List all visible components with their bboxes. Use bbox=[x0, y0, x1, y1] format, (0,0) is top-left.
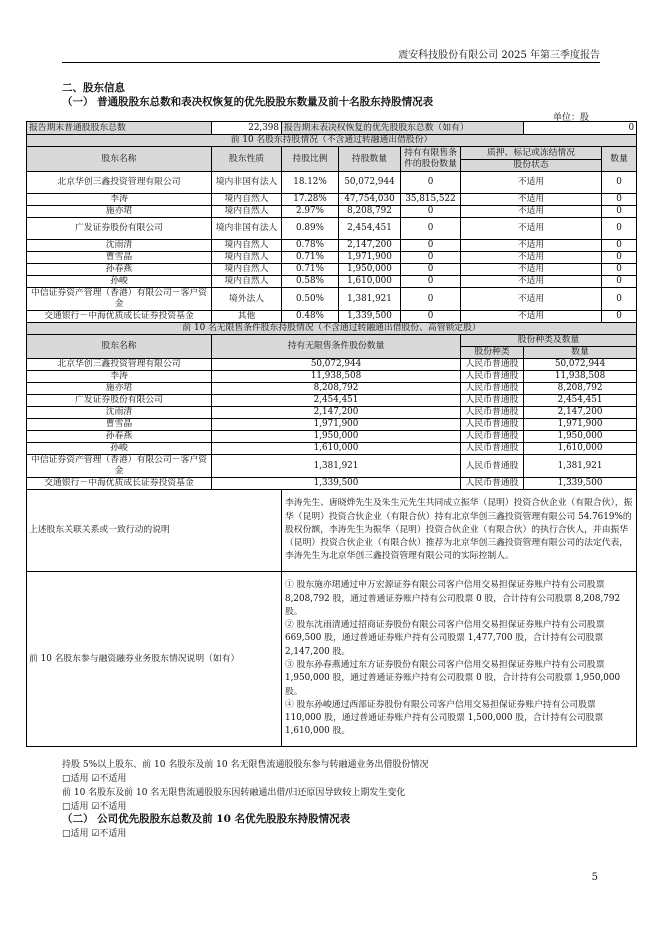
shareholder-nature: 境内自然人 bbox=[212, 206, 282, 218]
table-row bbox=[27, 419, 637, 431]
holding-ratio: 0.48% bbox=[282, 311, 339, 323]
table-row bbox=[27, 443, 637, 455]
shareholder-name: 孙峻 bbox=[27, 443, 212, 455]
shareholder-name: 交通银行－中海优质成长证券投资基金 bbox=[27, 478, 212, 490]
holding-qty: 2,454,451 bbox=[339, 218, 401, 240]
u-col-header-name: 股东名称 bbox=[27, 335, 212, 359]
u-col-header-count: 数量 bbox=[524, 347, 637, 359]
shareholder-name: 李涛 bbox=[27, 371, 212, 383]
share-type: 人民币普通股 bbox=[461, 443, 524, 455]
shareholder-nature: 境内自然人 bbox=[212, 252, 282, 264]
pledge-count: 0 bbox=[602, 276, 637, 288]
holding-ratio: 0.78% bbox=[282, 240, 339, 252]
pledge-count: 0 bbox=[602, 172, 637, 194]
table-row bbox=[27, 395, 637, 407]
shareholder-nature: 其他 bbox=[212, 311, 282, 323]
col-header-qty: 持股数量 bbox=[339, 147, 401, 172]
col-header-name: 股东名称 bbox=[27, 147, 212, 172]
share-count: 1,610,000 bbox=[524, 443, 637, 455]
shareholder-name: 沈雨清 bbox=[27, 240, 212, 252]
table-row bbox=[27, 383, 637, 395]
share-count: 2,454,451 bbox=[524, 395, 637, 407]
pledge-count: 0 bbox=[602, 194, 637, 206]
share-count: 1,381,921 bbox=[524, 455, 637, 478]
pledge-status: 不适用 bbox=[461, 264, 602, 276]
table-row bbox=[27, 252, 637, 264]
col-header-nature: 股东性质 bbox=[212, 147, 282, 172]
shareholder-name: 中信证券资产管理（香港）有限公司－客户资金 bbox=[27, 455, 212, 478]
margin-item: ② 股东沈雨清通过招商证券股份有限公司客户信用交易担保证券账户持有公司股票 669,500 股，通过普通证券账户持有公司股票 1,477,700 股，合计持有公司股票 2,147,200 股。 bbox=[285, 620, 605, 657]
pledge-status: 不适用 bbox=[461, 194, 602, 206]
section-title: 二、股东信息 bbox=[62, 82, 125, 94]
restricted-qty: 0 bbox=[401, 206, 461, 218]
pledge-status: 不适用 bbox=[461, 172, 602, 194]
shareholder-name: 孙峻 bbox=[27, 276, 212, 288]
total-holders-value: 22,398 bbox=[212, 122, 282, 135]
shareholder-nature: 境内自然人 bbox=[212, 194, 282, 206]
share-type: 人民币普通股 bbox=[461, 371, 524, 383]
related-parties-label: 上述股东关联关系或一致行动的说明 bbox=[27, 490, 282, 572]
margin-item: ③ 股东孙春燕通过东方证券股份有限公司客户信用交易担保证券账户持有公司股票 1,950,000 股，通过普通证券账户持有公司股票 0 股，合计持有公司股票 1,950,000 股。 bbox=[285, 660, 621, 697]
col-header-count: 数量 bbox=[602, 147, 637, 172]
pledge-status: 不适用 bbox=[461, 240, 602, 252]
share-count: 50,072,944 bbox=[524, 359, 637, 371]
shareholder-name: 广发证券股份有限公司 bbox=[27, 218, 212, 240]
margin-trading-label: 前 10 名股东参与融资融券业务股东情况说明（如有） bbox=[27, 572, 282, 747]
pledge-count: 0 bbox=[602, 264, 637, 276]
unrestricted-qty: 1,381,921 bbox=[212, 455, 461, 478]
unrestricted-qty: 1,971,900 bbox=[212, 419, 461, 431]
shareholder-name: 北京华创三鑫投资管理有限公司 bbox=[27, 172, 212, 194]
holding-ratio: 0.71% bbox=[282, 264, 339, 276]
col-header-status: 股份状态 bbox=[461, 160, 602, 172]
margin-item: ④ 股东孙峻通过西部证券股份有限公司客户信用交易担保证券账户持有公司股票 110,000 股，通过普通证券账户持有公司股票 1,500,000 股，合计持有公司股票 1,610,000 股。 bbox=[285, 699, 604, 737]
table-row bbox=[27, 264, 637, 276]
shareholder-nature: 境内非国有法人 bbox=[212, 172, 282, 194]
share-type: 人民币普通股 bbox=[461, 383, 524, 395]
summary-row bbox=[27, 122, 637, 135]
share-count: 2,147,200 bbox=[524, 407, 637, 419]
report-header: 震安科技股份有限公司 2025 年第三季度报告 bbox=[398, 50, 600, 61]
share-type: 人民币普通股 bbox=[461, 478, 524, 490]
restricted-qty: 0 bbox=[401, 276, 461, 288]
margin-item: ① 股东施亦珺通过申万宏源证券有限公司客户信用交易担保证券账户持有公司股票 8,208,792 股，通过普通证券账户持有公司股票 0 股，合计持有公司股票 8,208,792 股。 bbox=[285, 580, 621, 617]
footer-choice-3: □适用 ☑不适用 bbox=[62, 829, 127, 839]
subsection-title-1: （一） 普通股股东总数和表决权恢复的优先股股东数量及前十名股东持股情况表 bbox=[62, 96, 434, 108]
unrestricted-qty: 11,938,508 bbox=[212, 371, 461, 383]
holding-ratio: 0.58% bbox=[282, 276, 339, 288]
pledge-count: 0 bbox=[602, 218, 637, 240]
table-row bbox=[27, 240, 637, 252]
share-type: 人民币普通股 bbox=[461, 431, 524, 443]
total-holders-label: 报告期末普通股股东总数 bbox=[27, 122, 212, 135]
shareholder-nature: 境内自然人 bbox=[212, 276, 282, 288]
holding-ratio: 17.28% bbox=[282, 194, 339, 206]
table-row bbox=[27, 206, 637, 218]
table-row bbox=[27, 276, 637, 288]
shareholder-name: 施亦珺 bbox=[27, 206, 212, 218]
share-count: 11,938,508 bbox=[524, 371, 637, 383]
holding-qty: 1,971,900 bbox=[339, 252, 401, 264]
pledge-count: 0 bbox=[602, 311, 637, 323]
holding-qty: 1,950,000 bbox=[339, 264, 401, 276]
page-number: 5 bbox=[591, 872, 598, 883]
holding-ratio: 18.12% bbox=[282, 172, 339, 194]
table-row bbox=[27, 407, 637, 419]
shareholder-name: 曹雪晶 bbox=[27, 252, 212, 264]
share-count: 8,208,792 bbox=[524, 383, 637, 395]
shareholder-name: 中信证券资产管理（香港）有限公司－客户资金 bbox=[27, 288, 212, 311]
unrestricted-qty: 2,454,451 bbox=[212, 395, 461, 407]
col-header-ratio: 持股比例 bbox=[282, 147, 339, 172]
holding-qty: 50,072,944 bbox=[339, 172, 401, 194]
table-row bbox=[27, 288, 637, 311]
footer-line-1: 持股 5%以上股东、前 10 名股东及前 10 名无限售流通股股东参与转融通业务出借股份情况 bbox=[62, 760, 429, 770]
table-row bbox=[27, 311, 637, 323]
pledge-status: 不适用 bbox=[461, 276, 602, 288]
holding-qty: 2,147,200 bbox=[339, 240, 401, 252]
holding-ratio: 0.89% bbox=[282, 218, 339, 240]
top10-title: 前 10 名股东持股情况（不含通过转融通出借股份） bbox=[27, 135, 637, 147]
shareholder-name: 施亦珺 bbox=[27, 383, 212, 395]
table-row bbox=[27, 172, 637, 194]
restricted-qty: 0 bbox=[401, 218, 461, 240]
shareholder-name: 孙春燕 bbox=[27, 264, 212, 276]
pledge-status: 不适用 bbox=[461, 288, 602, 311]
pledge-count: 0 bbox=[602, 252, 637, 264]
shareholder-name: 交通银行－中海优质成长证券投资基金 bbox=[27, 311, 212, 323]
table-row bbox=[27, 371, 637, 383]
pledge-status: 不适用 bbox=[461, 311, 602, 323]
u-col-header-qty: 持有无限售条件股份数量 bbox=[212, 335, 461, 359]
shareholder-nature: 境内自然人 bbox=[212, 240, 282, 252]
unrestricted-qty: 1,950,000 bbox=[212, 431, 461, 443]
unrestricted-qty: 1,610,000 bbox=[212, 443, 461, 455]
holding-qty: 1,339,500 bbox=[339, 311, 401, 323]
footer-choice-1: □适用 ☑不适用 bbox=[62, 774, 127, 784]
pledge-count: 0 bbox=[602, 288, 637, 311]
shareholder-nature: 境内自然人 bbox=[212, 264, 282, 276]
shareholder-table bbox=[26, 121, 637, 747]
holding-qty: 1,610,000 bbox=[339, 276, 401, 288]
unrestricted-qty: 8,208,792 bbox=[212, 383, 461, 395]
unrestricted-qty: 1,339,500 bbox=[212, 478, 461, 490]
restricted-qty: 0 bbox=[401, 240, 461, 252]
share-type: 人民币普通股 bbox=[461, 395, 524, 407]
pledge-count: 0 bbox=[602, 206, 637, 218]
shareholder-name: 北京华创三鑫投资管理有限公司 bbox=[27, 359, 212, 371]
share-type: 人民币普通股 bbox=[461, 359, 524, 371]
header-divider bbox=[62, 62, 600, 63]
shareholder-name: 广发证券股份有限公司 bbox=[27, 395, 212, 407]
share-count: 1,950,000 bbox=[524, 431, 637, 443]
shareholder-nature: 境外法人 bbox=[212, 288, 282, 311]
u-col-header-type: 股份种类 bbox=[461, 347, 524, 359]
subsection-title-2: （二） 公司优先股股东总数及前 10 名优先股股东持股情况表 bbox=[62, 813, 351, 825]
table-row bbox=[27, 478, 637, 490]
holding-ratio: 0.71% bbox=[282, 252, 339, 264]
share-type: 人民币普通股 bbox=[461, 419, 524, 431]
related-parties-text: 李涛先生、唐晓烨先生及朱生元先生共同成立振华（昆明）投资合伙企业（有限合伙），振华（昆明）投资合伙企业（有限合伙）持有北京华创三鑫投资管理有限公司 54.7619%的股权份额，李涛先生为振华（昆明）投资合伙企业（有限合伙）的执行合伙人，并由振华（昆明）投资合伙企业（有限合伙）推荐为北京华创三鑫投资管理有限公司的法定代表，李涛先生为北京华创三鑫投资管理有限公司的实际控制人。 bbox=[282, 490, 637, 572]
margin-trading-text bbox=[282, 572, 637, 747]
table-row bbox=[27, 218, 637, 240]
table-row bbox=[27, 359, 637, 371]
preferred-holders-value: 0 bbox=[524, 122, 637, 135]
pledge-status: 不适用 bbox=[461, 206, 602, 218]
col-header-pledge: 质押、标记或冻结情况 bbox=[461, 147, 602, 160]
holding-qty: 8,208,792 bbox=[339, 206, 401, 218]
restricted-qty: 35,815,522 bbox=[401, 194, 461, 206]
shareholder-name: 曹雪晶 bbox=[27, 419, 212, 431]
restricted-qty: 0 bbox=[401, 311, 461, 323]
pledge-status: 不适用 bbox=[461, 252, 602, 264]
unrestricted-qty: 50,072,944 bbox=[212, 359, 461, 371]
u-col-header-type-group: 股份种类及数量 bbox=[461, 335, 637, 347]
pledge-status: 不适用 bbox=[461, 218, 602, 240]
restricted-qty: 0 bbox=[401, 288, 461, 311]
table-row bbox=[27, 431, 637, 443]
holding-qty: 47,754,030 bbox=[339, 194, 401, 206]
holding-qty: 1,381,921 bbox=[339, 288, 401, 311]
restricted-qty: 0 bbox=[401, 172, 461, 194]
restricted-qty: 0 bbox=[401, 252, 461, 264]
holding-ratio: 2.97% bbox=[282, 206, 339, 218]
unit-label: 单位：股 bbox=[552, 113, 589, 123]
footer-line-2: 前 10 名股东及前 10 名无限售流通股股东因转融通出借/归还原因导致较上期发生变化 bbox=[62, 788, 406, 798]
shareholder-name: 沈雨清 bbox=[27, 407, 212, 419]
table-row bbox=[27, 194, 637, 206]
restricted-qty: 0 bbox=[401, 264, 461, 276]
preferred-holders-label: 报告期末表决权恢复的优先股股东总数（如有） bbox=[282, 122, 524, 135]
unrestricted-qty: 2,147,200 bbox=[212, 407, 461, 419]
footer-choice-2: □适用 ☑不适用 bbox=[62, 802, 127, 812]
holding-ratio: 0.50% bbox=[282, 288, 339, 311]
shareholder-name: 孙春燕 bbox=[27, 431, 212, 443]
shareholder-name: 李涛 bbox=[27, 194, 212, 206]
shareholder-nature: 境内非国有法人 bbox=[212, 218, 282, 240]
share-count: 1,339,500 bbox=[524, 478, 637, 490]
unrestricted-title: 前 10 名无限售条件股东持股情况（不含通过转融通出借股份、高管锁定股） bbox=[27, 323, 637, 335]
pledge-count: 0 bbox=[602, 240, 637, 252]
table-row bbox=[27, 455, 637, 478]
share-type: 人民币普通股 bbox=[461, 407, 524, 419]
col-header-restricted: 持有有限售条件的股份数量 bbox=[401, 147, 461, 172]
share-count: 1,971,900 bbox=[524, 419, 637, 431]
share-type: 人民币普通股 bbox=[461, 455, 524, 478]
